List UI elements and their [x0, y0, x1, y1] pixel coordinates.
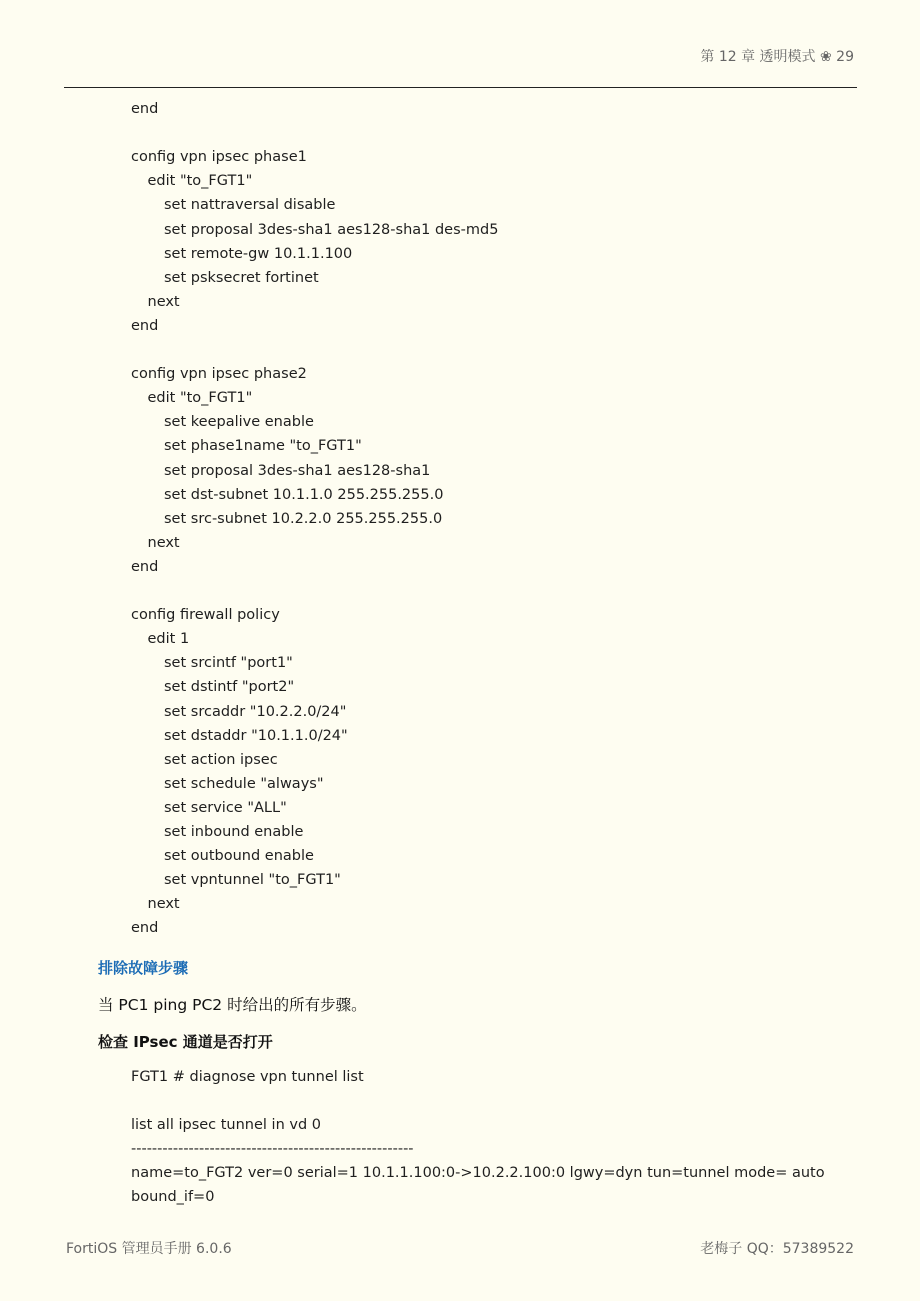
diagnose-line: ------------------------------------------------------	[131, 1141, 414, 1157]
diagnose-line: name=to_FGT2 ver=0 serial=1 10.1.1.100:0->10.2.2.100:0 lgwy=dyn tun=tunnel mode= auto	[131, 1165, 825, 1181]
config-line: config firewall policy	[131, 607, 280, 624]
config-line: set inbound enable	[164, 824, 304, 840]
footer-left: FortiOS 管理员手册 6.0.6	[66, 1241, 232, 1257]
config-line: set vpntunnel "to_FGT1"	[164, 872, 341, 889]
subheading: 检查 IPsec 通道是否打开	[98, 1033, 273, 1051]
config-line: set proposal 3des-sha1 aes128-sha1	[164, 462, 431, 479]
page-header: 第 12 章 透明模式 ❀ 29	[700, 49, 854, 65]
diagnose-line: list all ipsec tunnel in vd 0	[131, 1117, 322, 1133]
config-line: set keepalive enable	[164, 414, 314, 431]
config-line: set action ipsec	[164, 751, 278, 768]
config-line: set srcintf "port1"	[164, 655, 293, 672]
config-line: set schedule "always"	[164, 775, 324, 792]
config-line: set dstintf "port2"	[164, 679, 295, 696]
config-line: next	[147, 293, 180, 310]
config-line: set dst-subnet 10.1.1.0 255.255.255.0	[164, 486, 444, 503]
config-line: next	[147, 896, 180, 913]
config-line: set remote-gw 10.1.1.100	[164, 245, 353, 262]
config-line: set proposal 3des-sha1 aes128-sha1 des-md5	[164, 221, 499, 238]
config-line: config vpn ipsec phase2	[131, 366, 307, 383]
config-line: end	[131, 920, 159, 937]
body-paragraph: 当 PC1 ping PC2 时给出的所有步骤。	[98, 996, 367, 1014]
config-line: set dstaddr "10.1.1.0/24"	[164, 727, 348, 744]
footer-right: 老梅子 QQ：57389522	[700, 1241, 854, 1257]
config-line: set outbound enable	[164, 848, 314, 865]
config-line: set psksecret fortinet	[164, 269, 319, 286]
config-line: edit 1	[147, 631, 190, 648]
diagnose-line: bound_if=0	[131, 1189, 215, 1205]
section-heading: 排除故障步骤	[98, 959, 189, 977]
config-line: edit "to_FGT1"	[147, 390, 253, 407]
config-line: config vpn ipsec phase1	[131, 149, 307, 166]
config-line: next	[147, 534, 180, 551]
header-divider	[64, 87, 857, 88]
config-line: set phase1name "to_FGT1"	[164, 438, 362, 455]
config-line: set nattraversal disable	[164, 197, 336, 214]
diagnose-line: FGT1 # diagnose vpn tunnel list	[131, 1069, 364, 1085]
config-line: end	[131, 558, 159, 575]
config-line: edit "to_FGT1"	[147, 173, 253, 190]
config-line: set srcaddr "10.2.2.0/24"	[164, 703, 347, 720]
config-line: end	[131, 101, 159, 117]
config-line: set src-subnet 10.2.2.0 255.255.255.0	[164, 510, 443, 527]
config-line: end	[131, 317, 159, 334]
config-line: set service "ALL"	[164, 799, 287, 816]
